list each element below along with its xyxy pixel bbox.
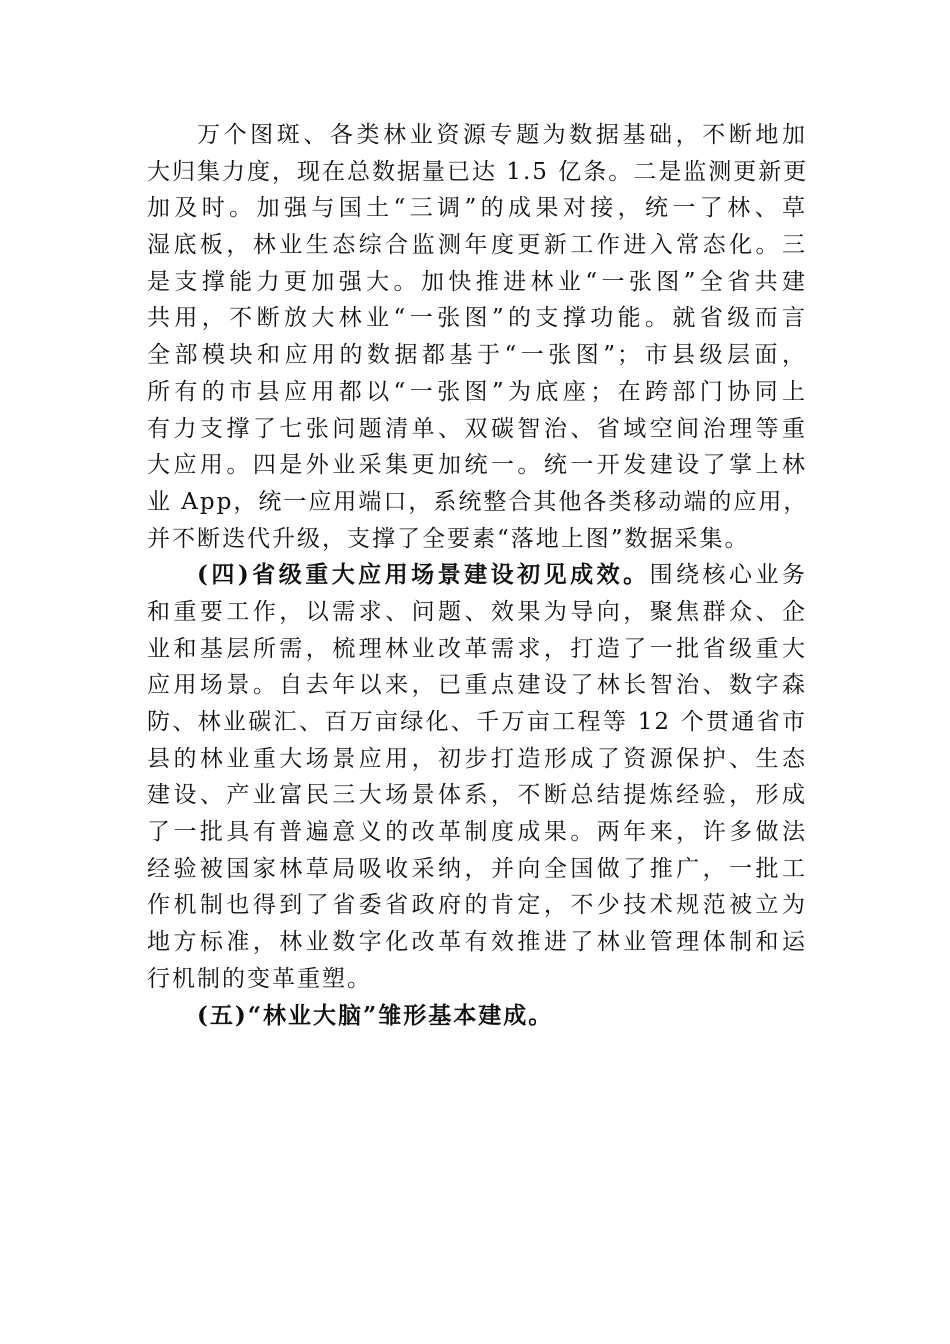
text-line: 加及时。加强与国土“三调”的成果对接，统一了林、草 — [147, 195, 807, 222]
section-heading-four: (四)省级重大应用场景建设初见成效。 — [197, 561, 650, 589]
text-line: 地方标准，林业数字化改革有效推进了林业管理体制和运 — [147, 929, 807, 956]
text-line: 应用场景。自去年以来，已重点建设了林长智治、数字森 — [147, 672, 807, 699]
text-line: 了一批具有普遍意义的改革制度成果。两年来，许多做法 — [147, 819, 807, 846]
text-line: 经验被国家林草局吸收采纳，并向全国做了推广，一批工 — [147, 855, 807, 882]
text-line — [147, 557, 807, 594]
text-line: 所有的市县应用都以“一张图”为底座；在跨部门协同上 — [147, 378, 807, 405]
text-line: 是支撑能力更加强大。加快推进林业“一张图”全省共建 — [147, 268, 807, 295]
text-line: 全部模块和应用的数据都基于“一张图”；市县级层面， — [147, 342, 807, 369]
text-line: 万个图斑、各类林业资源专题为数据基础，不断地加 — [197, 122, 807, 148]
text-line: 业和基层所需，梳理林业改革需求，打造了一批省级重大 — [147, 635, 807, 662]
text-line: 湿底板，林业生态综合监测年度更新工作进入常态化。三 — [147, 232, 807, 259]
text-line: 大应用。四是外业采集更加统一。统一开发建设了掌上林 — [147, 452, 807, 479]
paragraph-forestry-brain — [147, 998, 807, 1035]
text-line: 和重要工作，以需求、问题、效果为导向，聚焦群众、企 — [147, 598, 807, 625]
text-line: 有力支撑了七张问题清单、双碳智治、省域空间治理等重 — [147, 415, 807, 442]
text-line: 防、林业碳汇、百万亩绿化、千万亩工程等 12 个贯通省市 — [147, 709, 807, 735]
text-line: 并不断迭代升级，支撑了全要素“落地上图”数据采集。 — [147, 525, 750, 552]
paragraph-data-foundation — [147, 117, 807, 557]
text-fragment: 围绕核心业务 — [649, 562, 808, 589]
text-line: 行机制的变革重塑。 — [147, 965, 372, 992]
text-line: 业 App，统一应用端口，系统整合其他各类移动端的应用， — [147, 488, 809, 515]
text-line: 共用，不断放大林业“一张图”的支撑功能。就省级而言 — [147, 305, 807, 332]
text-line: 作机制也得到了省委省政府的肯定，不少技术规范被立为 — [147, 892, 807, 919]
section-heading-five: (五)“林业大脑”雏形基本建成。 — [197, 1001, 554, 1029]
document-body — [147, 117, 807, 1034]
text-line: 建设、产业富民三大场景体系，不断总结提炼经验，形成 — [147, 782, 807, 809]
text-line: 大归集力度，现在总数据量已达 1.5 亿条。二是监测更新更 — [147, 158, 809, 185]
text-line: 县的林业重大场景应用，初步打造形成了资源保护、生态 — [147, 745, 807, 772]
paragraph-application-scenarios — [147, 557, 807, 997]
